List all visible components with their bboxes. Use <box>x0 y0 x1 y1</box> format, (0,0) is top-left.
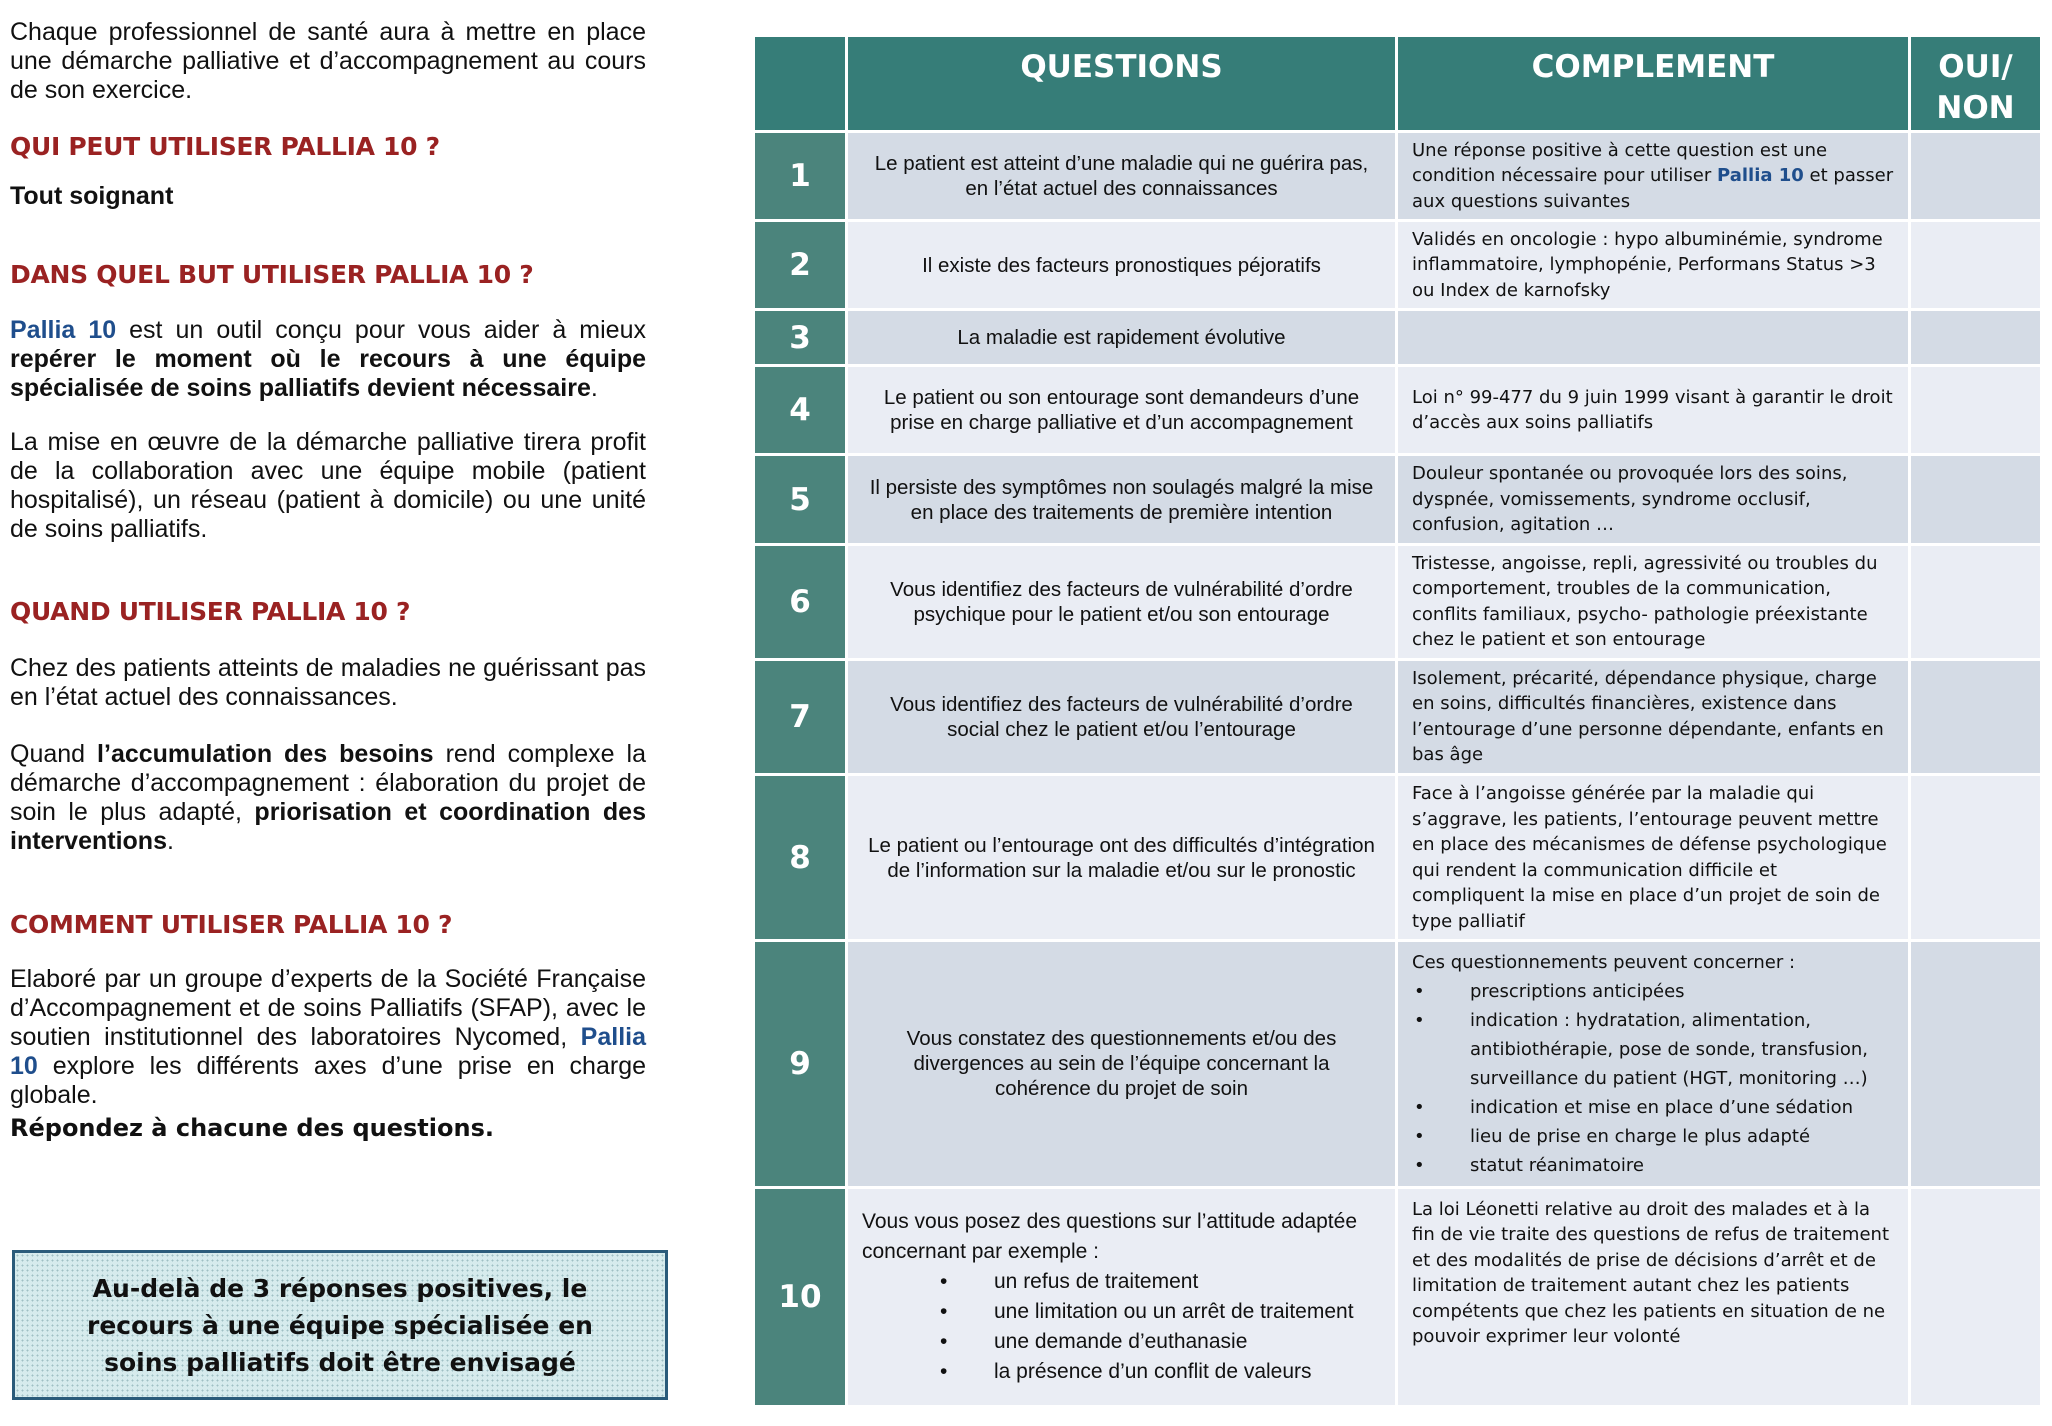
oui-non-cell[interactable] <box>1911 367 2040 453</box>
question-cell: Le patient ou son entourage sont demandeurs d’une prise en charge palliative et d’un accompagnement <box>848 367 1395 453</box>
table-row <box>755 661 2040 773</box>
oui-non-cell[interactable] <box>1911 1189 2040 1405</box>
complement-list <box>1412 977 1894 1180</box>
when2-text <box>10 740 646 856</box>
row-number: 3 <box>755 311 845 364</box>
row-number: 9 <box>755 942 845 1185</box>
complement-intro: Ces questionnements peuvent concerner : <box>1412 951 1796 973</box>
pallia-table <box>752 34 2043 1408</box>
how-text <box>10 965 646 1110</box>
header-complement: COMPLEMENT <box>1398 37 1908 130</box>
complement-text-b: et passer aux questions suivantes <box>1412 165 1894 212</box>
row-number: 8 <box>755 776 845 939</box>
header-number-cell <box>755 37 845 130</box>
row-number: 4 <box>755 367 845 453</box>
row-number: 7 <box>755 661 845 773</box>
row-number: 2 <box>755 222 845 308</box>
heading-who: QUI PEUT UTILISER PALLIA 10 ? <box>10 132 440 161</box>
question-cell: Vous constatez des questionnements et/ou des divergences au sein de l’équipe concernant la cohérence du projet de soin <box>848 942 1395 1185</box>
table-row <box>755 1189 2040 1405</box>
how-a: Elaboré par un groupe d’experts de la Société Française d’Accompagnement et de soins Palliatifs (SFAP), avec le soutien institutionnel des laboratoires Nycomed, <box>10 965 646 1051</box>
oui-non-cell[interactable] <box>1911 776 2040 939</box>
heading-how: COMMENT UTILISER PALLIA 10 ? <box>10 910 453 939</box>
table-row <box>755 367 2040 453</box>
row-number: 1 <box>755 133 845 219</box>
oui-non-cell[interactable] <box>1911 546 2040 658</box>
oui-non-cell[interactable] <box>1911 133 2040 219</box>
list-item: • la présence d’un conflit de valeurs <box>862 1357 1377 1387</box>
question-intro: Vous vous posez des questions sur l’attitude adaptée concernant par exemple : <box>862 1209 1357 1263</box>
who-text: Tout soignant <box>10 182 174 210</box>
table-row <box>755 942 2040 1185</box>
table-row <box>755 776 2040 939</box>
complement-cell: Loi n° 99-477 du 9 juin 1999 visant à garantir le droit d’accès aux soins palliatifs <box>1398 367 1908 453</box>
list-item: • une demande d’euthanasie <box>862 1327 1377 1357</box>
table-row <box>755 311 2040 364</box>
oui-non-cell[interactable] <box>1911 456 2040 542</box>
table-row <box>755 133 2040 219</box>
list-item: • un refus de traitement <box>862 1267 1377 1297</box>
how-b: explore les différents axes d’une prise en charge globale. <box>10 1052 646 1109</box>
complement-cell <box>1398 311 1908 364</box>
oui-non-cell[interactable] <box>1911 661 2040 773</box>
list-item: • une limitation ou un arrêt de traitement <box>862 1297 1377 1327</box>
complement-cell: Validés en oncologie : hypo albuminémie, syndrome inflammatoire, lymphopénie, Performans Status >3 ou Index de karnofsky <box>1398 222 1908 308</box>
question-cell: Le patient est atteint d’une maladie qui ne guérira pas, en l’état actuel des connaissances <box>848 133 1395 219</box>
complement-cell: Isolement, précarité, dépendance physique, charge en soins, difficultés financières, existence dans l’entourage d’une personne dépendante, enfants en bas âge <box>1398 661 1908 773</box>
heading-why: DANS QUEL BUT UTILISER PALLIA 10 ? <box>10 260 534 289</box>
oui-non-cell[interactable] <box>1911 311 2040 364</box>
oui-non-cell[interactable] <box>1911 222 2040 308</box>
question-cell: Le patient ou l’entourage ont des difficultés d’intégration de l’information sur la maladie et/ou sur le pronostic <box>848 776 1395 939</box>
brand-name-2: Pallia 10 <box>10 1023 646 1080</box>
list-item: • indication : hydratation, alimentation, antibiothérapie, pose de sonde, transfusion, surveillance du patient (HGT, monitoring …) <box>1412 1006 1894 1093</box>
collab-text: La mise en œuvre de la démarche palliative tirera profit de la collaboration avec une équipe mobile (patient hospitalisé), un réseau (patient à domicile) ou une unité de soins palliatifs. <box>10 428 646 543</box>
when2-a: Quand <box>10 740 98 768</box>
list-item: • lieu de prise en charge le plus adapté <box>1412 1122 1894 1151</box>
row-number: 5 <box>755 456 845 542</box>
question-cell: Vous identifiez des facteurs de vulnérabilité d’ordre social chez le patient et/ou l’entourage <box>848 661 1395 773</box>
table-row <box>755 456 2040 542</box>
complement-cell: Douleur spontanée ou provoquée lors des soins, dyspnée, vomissements, syndrome occlusif, confusion, agitation … <box>1398 456 1908 542</box>
callout-box: Au-delà de 3 réponses positives, le recours à une équipe spécialisée en soins palliatifs doit être envisagé <box>12 1250 668 1400</box>
header-questions: QUESTIONS <box>848 37 1395 130</box>
when2-bold2: priorisation et coordination des interventions <box>10 798 646 855</box>
row-number: 10 <box>755 1189 845 1405</box>
why-text-bold: repérer le moment où le recours à une équipe spécialisée de soins palliatifs devient nécessaire <box>10 345 646 402</box>
complement-text-a: Une réponse positive à cette question est une condition nécessaire pour utiliser <box>1412 139 1828 187</box>
complement-brand: Pallia 10 <box>1717 165 1804 187</box>
oui-non-cell[interactable] <box>1911 942 2040 1185</box>
intro-text: Chaque professionnel de santé aura à mettre en place une démarche palliative et d’accompagnement au cours de son exercice. <box>10 18 646 104</box>
why-text-a: est un outil conçu pour vous aider à mieux <box>116 316 646 344</box>
question-list <box>862 1267 1377 1387</box>
list-item: • indication et mise en place d’une sédation <box>1412 1093 1894 1122</box>
header-oui-non: OUI/ NON <box>1911 37 2040 130</box>
left-column <box>10 18 646 1143</box>
complement-cell <box>1398 133 1908 219</box>
question-cell: Il existe des facteurs pronostiques péjoratifs <box>848 222 1395 308</box>
list-item: • statut réanimatoire <box>1412 1151 1894 1180</box>
list-item: • prescriptions anticipées <box>1412 977 1894 1006</box>
table-row <box>755 546 2040 658</box>
why-text-end: . <box>590 374 598 402</box>
why-text <box>10 316 646 403</box>
when2-end: . <box>166 827 174 855</box>
complement-cell: La loi Léonetti relative au droit des malades et à la fin de vie traite des questions de refus de traitement et des modalités de prise de décisions d’arrêt et de limitation de traitement autant chez les patients compétents que chez les patients en situation de ne pouvoir exprimer leur volonté <box>1398 1189 1908 1405</box>
complement-cell <box>1398 942 1908 1185</box>
complement-cell: Tristesse, angoisse, repli, agressivité ou troubles du comportement, troubles de la communication, conflits familiaux, psycho- pathologie préexistante chez le patient et son entourage <box>1398 546 1908 658</box>
complement-cell: Face à l’angoisse générée par la maladie qui s’aggrave, les patients, l’entourage peuvent mettre en place des mécanismes de défense psychologique qui rendent la communication difficile et compliquent la mise en place d’un projet de soin de type palliatif <box>1398 776 1908 939</box>
when2-b: rend complexe la démarche d’accompagnement : élaboration du projet de soin le plus adapté, <box>10 740 647 826</box>
table-header-row <box>755 37 2040 130</box>
question-cell: Vous identifiez des facteurs de vulnérabilité d’ordre psychique pour le patient et/ou son entourage <box>848 546 1395 658</box>
question-cell <box>848 1189 1395 1405</box>
heading-when: QUAND UTILISER PALLIA 10 ? <box>10 597 411 626</box>
question-cell: Il persiste des symptômes non soulagés malgré la mise en place des traitements de première intention <box>848 456 1395 542</box>
brand-name: Pallia 10 <box>10 316 117 344</box>
question-cell: La maladie est rapidement évolutive <box>848 311 1395 364</box>
answer-instruction: Répondez à chacune des questions. <box>10 1114 494 1142</box>
when-text: Chez des patients atteints de maladies ne guérissant pas en l’état actuel des connaissances. <box>10 654 646 711</box>
when2-bold1: l’accumulation des besoins <box>97 740 434 768</box>
row-number: 6 <box>755 546 845 658</box>
table-row <box>755 222 2040 308</box>
